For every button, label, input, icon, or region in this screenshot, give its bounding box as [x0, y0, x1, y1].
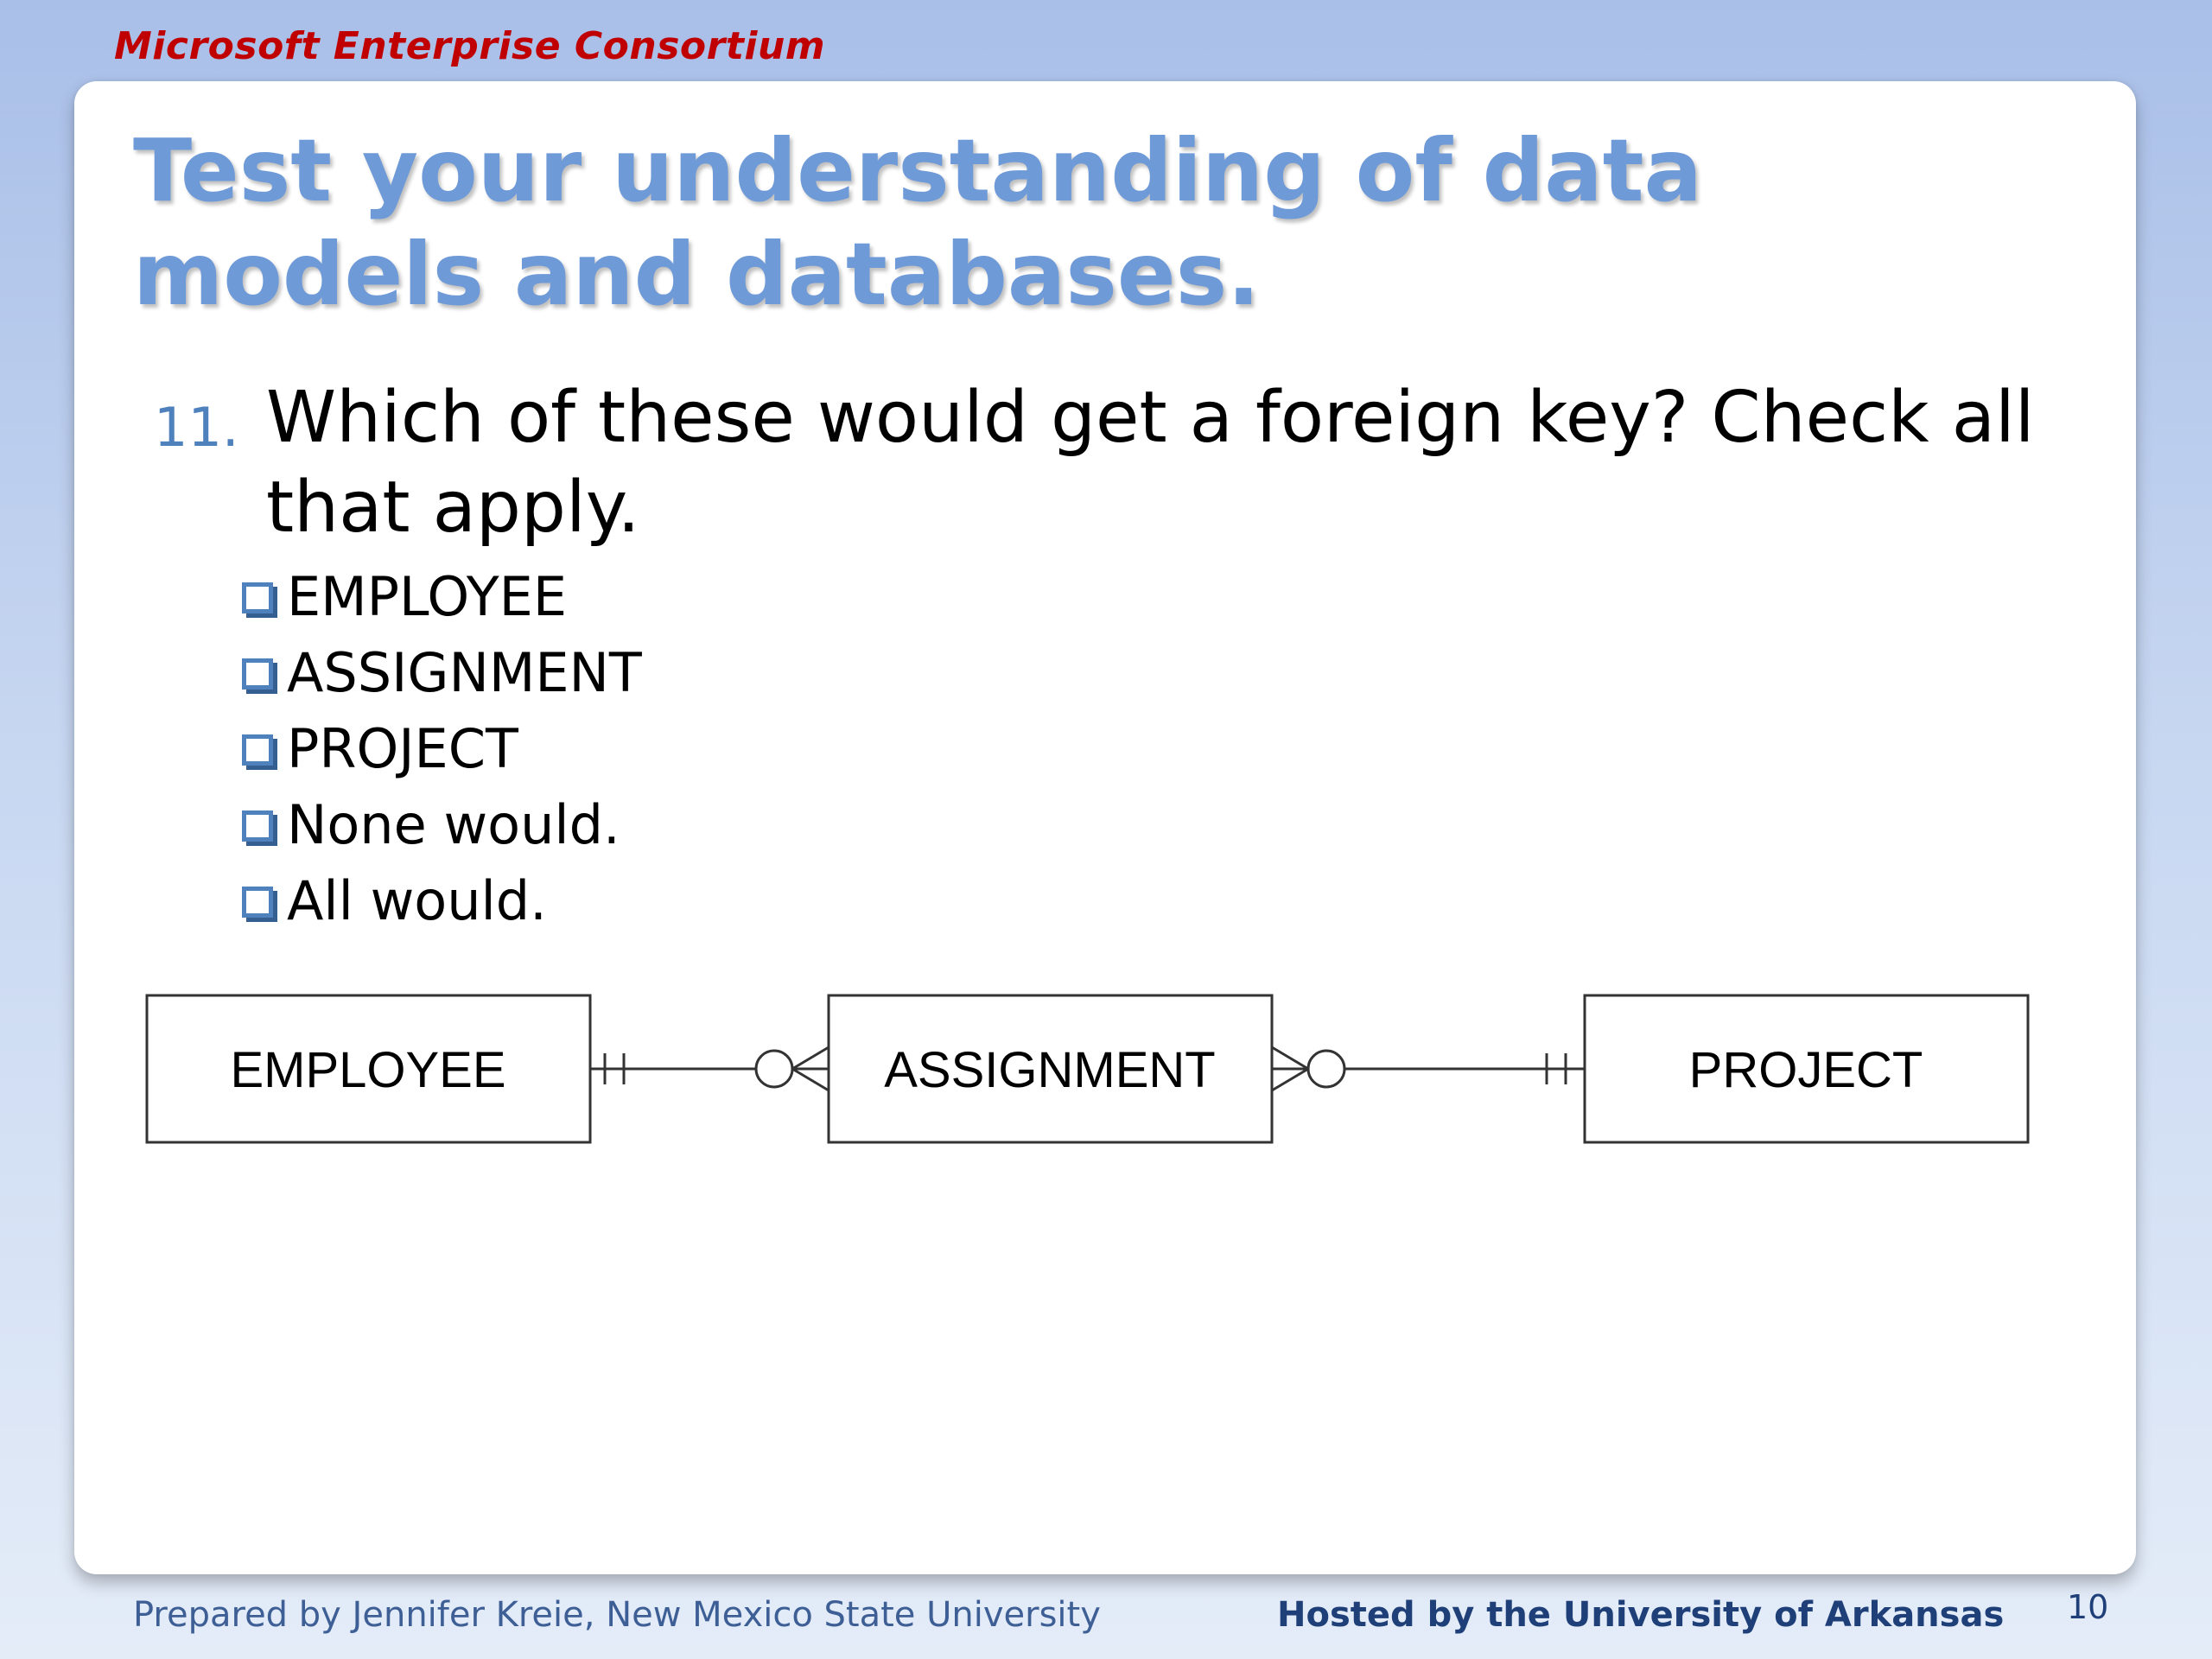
- option-label: ASSIGNMENT: [287, 640, 642, 704]
- crowfoot-icon: [1272, 1069, 1308, 1090]
- option-label: None would.: [287, 792, 620, 856]
- question-text: Which of these would get a foreign key? Check all that apply.: [266, 377, 2035, 549]
- question-number: 11.: [154, 396, 239, 459]
- relationship-assignment-project: [1272, 1047, 1585, 1090]
- option-label: All would.: [287, 868, 547, 932]
- slide-title: Test your understanding of data models and databases.: [133, 120, 1703, 325]
- footer-prepared-by: Prepared by Jennifer Kreie, New Mexico State University: [133, 1595, 1101, 1635]
- crowfoot-icon: [792, 1047, 829, 1069]
- relationship-employee-assignment: [590, 1047, 829, 1090]
- crowfoot-icon: [1272, 1047, 1308, 1069]
- option-label: EMPLOYEE: [287, 564, 568, 628]
- entity-label-project: PROJECT: [1688, 1042, 1923, 1098]
- slide-number: 10: [2067, 1588, 2109, 1626]
- consortium-brand: Microsoft Enterprise Consortium: [114, 24, 826, 68]
- zero-circle-icon: [1308, 1051, 1344, 1087]
- entity-label-employee: EMPLOYEE: [230, 1042, 506, 1098]
- footer-hosted-by: Hosted by the University of Arkansas: [1277, 1595, 2005, 1635]
- zero-circle-icon: [756, 1051, 792, 1087]
- crowfoot-icon: [792, 1069, 829, 1090]
- entity-label-assignment: ASSIGNMENT: [884, 1042, 1216, 1098]
- option-label: PROJECT: [287, 716, 518, 780]
